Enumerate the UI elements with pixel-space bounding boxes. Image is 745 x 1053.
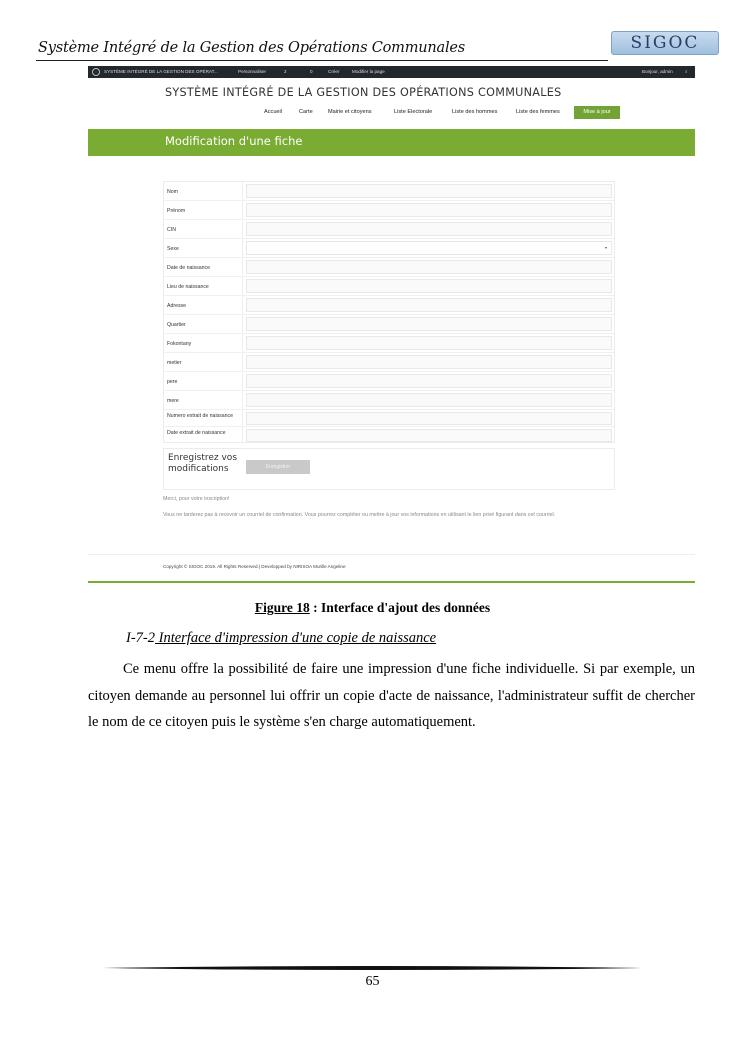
form-row-nom bbox=[164, 182, 614, 201]
nav-mairie[interactable]: Mairie et citoyens bbox=[328, 109, 372, 115]
mere-input[interactable] bbox=[246, 393, 612, 407]
sexe-select[interactable] bbox=[246, 241, 612, 255]
edit-form bbox=[163, 181, 615, 443]
nav-liste-femmes[interactable]: Liste des femmes bbox=[516, 109, 560, 115]
field-label: Date extrait de naissance bbox=[167, 430, 226, 436]
pere-input[interactable] bbox=[246, 374, 612, 388]
field-label: Adresse bbox=[167, 303, 187, 309]
date-naissance-input[interactable] bbox=[246, 260, 612, 274]
date-extrait-input[interactable] bbox=[246, 429, 612, 442]
admin-bar-creer[interactable]: Créer bbox=[328, 69, 340, 74]
save-section bbox=[163, 448, 615, 490]
field-label: Numero extrait de naissance bbox=[167, 413, 234, 419]
field-label: metier bbox=[167, 360, 182, 366]
form-row-cin bbox=[164, 220, 614, 239]
prenom-input[interactable] bbox=[246, 203, 612, 217]
adresse-input[interactable] bbox=[246, 298, 612, 312]
body-paragraph: Ce menu offre la possibilité de faire une impression d'une fiche individuelle. Si par exemple, un citoyen demande au personnel lui offrir un copie d'acte de naissance, l'administrateur suffit de chercher le nom de ce citoyen puis le système s'en charge automatiquement. bbox=[88, 661, 695, 730]
page-title: Modification d'une fiche bbox=[165, 134, 303, 148]
nav-mise-a-jour[interactable]: Mise à jour bbox=[574, 106, 620, 119]
field-label: pere bbox=[167, 379, 178, 385]
thanks-message: Merci, pour votre inscription! bbox=[163, 496, 230, 502]
form-row-mere bbox=[164, 391, 614, 410]
admin-bar-modifier[interactable]: Modifier la page bbox=[352, 69, 385, 74]
footer-rule bbox=[103, 965, 641, 971]
nav-accueil[interactable]: Accueil bbox=[264, 109, 283, 115]
field-label: Fokontany bbox=[167, 341, 192, 347]
screenshot-bottom-border bbox=[88, 581, 695, 583]
field-label: Quartier bbox=[167, 322, 186, 328]
admin-bar-site[interactable]: SYSTÈME INTÉGRÉ DE LA GESTION DES OPÉRAT... bbox=[104, 69, 218, 74]
field-label: Nom bbox=[167, 189, 178, 195]
nom-input[interactable] bbox=[246, 184, 612, 198]
running-header-title: Système Intégré de la Gestion des Opérations Communales bbox=[38, 40, 466, 56]
cin-input[interactable] bbox=[246, 222, 612, 236]
form-row-sexe bbox=[164, 239, 614, 258]
site-title[interactable]: SYSTÈME INTÉGRÉ DE LA GESTION DES OPÉRATIONS COMMUNALES bbox=[165, 86, 562, 99]
save-label: Enregistrez vos modifications bbox=[168, 453, 238, 474]
form-row-fokontany bbox=[164, 334, 614, 353]
admin-bar bbox=[88, 66, 695, 78]
wordpress-icon[interactable] bbox=[92, 68, 100, 76]
fokontany-input[interactable] bbox=[246, 336, 612, 350]
figure-screenshot bbox=[88, 66, 695, 582]
figure-label: Figure 18 bbox=[254, 600, 310, 615]
save-button[interactable]: Enregistrer bbox=[246, 460, 310, 474]
quartier-input[interactable] bbox=[246, 317, 612, 331]
form-row-prenom bbox=[164, 201, 614, 220]
form-row-adresse bbox=[164, 296, 614, 315]
admin-bar-user[interactable]: Bonjour, admin bbox=[642, 69, 673, 74]
section-title: Interface d'impression d'une copie de naissance bbox=[155, 630, 437, 646]
field-label: Prénom bbox=[167, 208, 186, 214]
admin-bar-updates[interactable]: 2 bbox=[284, 69, 287, 74]
form-row-date-naissance bbox=[164, 258, 614, 277]
field-label: Date de naissance bbox=[167, 265, 210, 271]
form-row-numero-extrait bbox=[164, 410, 614, 427]
search-icon[interactable]: ⌕ bbox=[685, 69, 688, 74]
field-label: Sexe bbox=[167, 246, 179, 252]
nav-liste-electorale[interactable]: Liste Electorale bbox=[394, 109, 433, 115]
figure-caption bbox=[0, 600, 745, 616]
field-label: Lieu de naissance bbox=[167, 284, 209, 290]
field-label: mere bbox=[167, 398, 179, 404]
form-row-lieu-naissance bbox=[164, 277, 614, 296]
numero-extrait-input[interactable] bbox=[246, 412, 612, 425]
form-row-quartier bbox=[164, 315, 614, 334]
admin-bar-comments[interactable]: 0 bbox=[310, 69, 313, 74]
confirmation-notice: Vous ne tarderez pas à recevoir un courriel de confirmation. Vous pourrez compléter ou mettre à jour vos informations en utilisant le lien privé figurant dans cet courriel. bbox=[163, 512, 556, 518]
form-row-date-extrait bbox=[164, 427, 614, 444]
form-row-metier bbox=[164, 353, 614, 372]
admin-bar-personnaliser[interactable]: Personnaliser bbox=[238, 69, 267, 74]
chevron-down-icon: ▾ bbox=[604, 245, 607, 250]
page-number: 65 bbox=[365, 974, 380, 989]
nav-carte[interactable]: Carte bbox=[299, 109, 313, 115]
figure-caption-text: : Interface d'ajout des données bbox=[309, 600, 491, 615]
nav-liste-hommes[interactable]: Liste des hommes bbox=[452, 109, 498, 115]
metier-input[interactable] bbox=[246, 355, 612, 369]
section-subheading bbox=[126, 630, 436, 647]
field-label: CIN bbox=[167, 227, 176, 233]
copyright-footer: Copyright © SIGOC 2019. All Rights Reserved.| Developped by NIRISOA Murille Angeline bbox=[163, 564, 346, 569]
sigoc-logo: SIGOC bbox=[611, 31, 719, 55]
lieu-naissance-input[interactable] bbox=[246, 279, 612, 293]
section-number: I-7-2 bbox=[126, 630, 155, 646]
header-rule bbox=[36, 60, 608, 61]
form-row-pere bbox=[164, 372, 614, 391]
